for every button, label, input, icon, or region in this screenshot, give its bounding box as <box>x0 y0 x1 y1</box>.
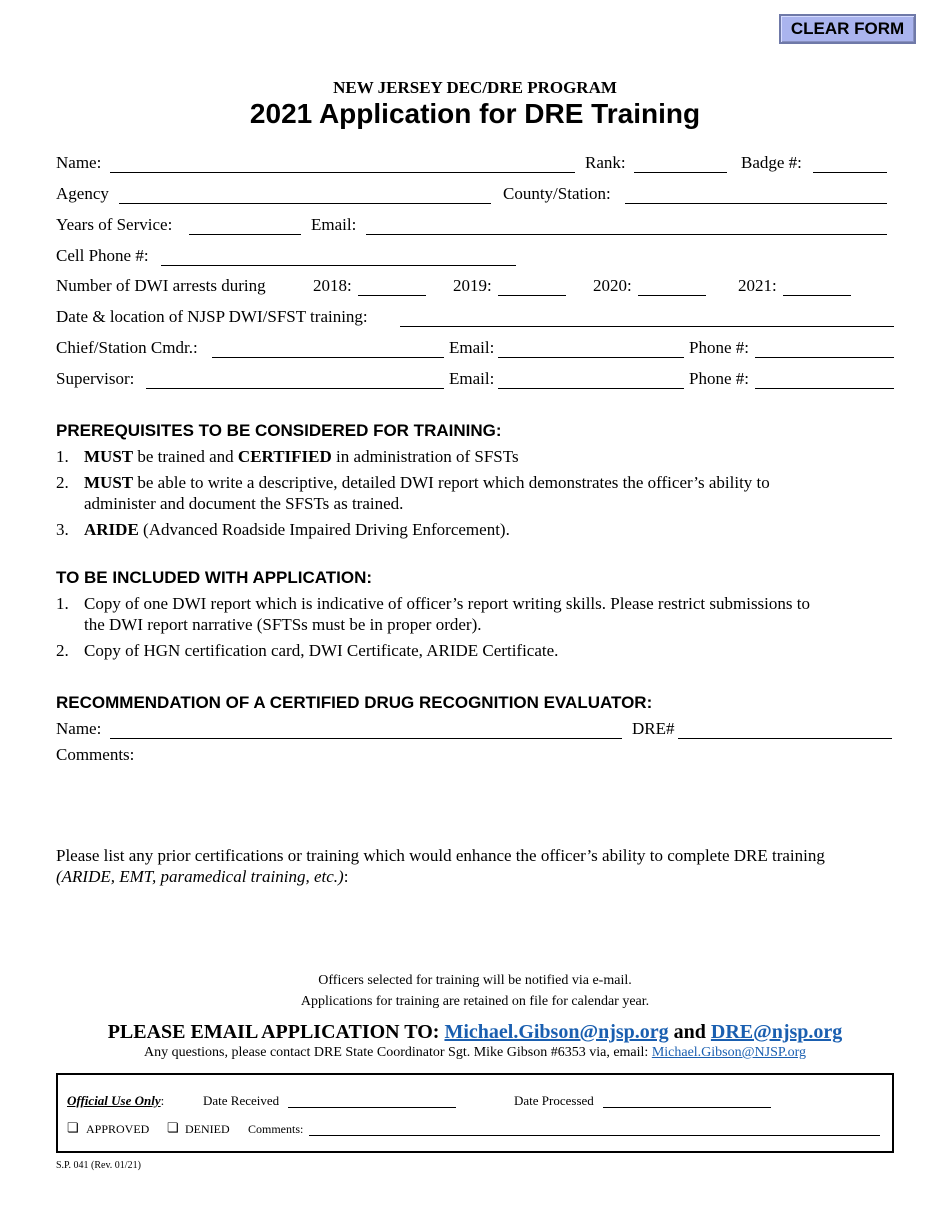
supervisor-email-label: Email: <box>449 369 495 388</box>
email-label: Email: <box>311 215 357 234</box>
year-2021-field[interactable] <box>783 295 851 296</box>
prior-certifications-examples: (ARIDE, EMT, paramedical training, etc.): <box>56 867 349 886</box>
county-field[interactable] <box>625 203 887 204</box>
prereq-item: MUST be able to write a descriptive, detailed DWI report which demonstrates the officer’s ability to <box>84 473 770 492</box>
name-field[interactable] <box>110 172 575 173</box>
included-number: 1. <box>56 594 69 613</box>
chief-phone-label: Phone #: <box>689 338 749 357</box>
cell-field[interactable] <box>161 265 516 266</box>
included-item-continued: the DWI report narrative (SFTSs must be in proper order). <box>84 615 482 634</box>
supervisor-phone-field[interactable] <box>755 388 894 389</box>
date-received-label: Date Received <box>203 1093 280 1108</box>
included-item: Copy of one DWI report which is indicative of officer’s report writing skills. Please restrict submissions to <box>84 594 810 613</box>
year-2018-field[interactable] <box>358 295 426 296</box>
program-title: NEW JERSEY DEC/DRE PROGRAM <box>333 78 617 97</box>
prereq-number: 2. <box>56 473 69 492</box>
included-heading: TO BE INCLUDED WITH APPLICATION: <box>56 568 373 587</box>
dwi-arrests-label: Number of DWI arrests during <box>56 276 266 295</box>
note-notify: Officers selected for training will be notified via e-mail. <box>318 973 632 988</box>
denied-checkbox[interactable]: ❏ <box>167 1120 179 1135</box>
dre-number-field[interactable] <box>678 738 892 739</box>
year-2021-label: 2021: <box>738 276 777 295</box>
denied-label: DENIED <box>185 1122 230 1136</box>
prereq-heading: PREREQUISITES TO BE CONSIDERED FOR TRAINING: <box>56 421 502 440</box>
date-processed-field[interactable] <box>603 1107 771 1108</box>
agency-label: Agency <box>56 184 109 203</box>
approved-checkbox[interactable]: ❏ <box>67 1120 79 1135</box>
contact-email-link[interactable]: Michael.Gibson@NJSP.org <box>651 1045 807 1060</box>
dre-name-label: Name: <box>56 719 102 738</box>
badge-field[interactable] <box>813 172 887 173</box>
prereq-item-continued: administer and document the SFSTs as trained. <box>84 494 404 513</box>
years-label: Years of Service: <box>56 215 173 234</box>
badge-label: Badge #: <box>741 153 802 172</box>
supervisor-label: Supervisor: <box>56 369 135 388</box>
dre-comments-label: Comments: <box>56 745 135 764</box>
prereq-item: MUST be trained and CERTIFIED in administration of SFSTs <box>84 447 519 466</box>
chief-email-label: Email: <box>449 338 495 357</box>
supervisor-email-field[interactable] <box>498 388 684 389</box>
year-2019-label: 2019: <box>453 276 492 295</box>
rank-field[interactable] <box>634 172 727 173</box>
official-use-box <box>56 1073 894 1153</box>
dre-number-label: DRE# <box>632 719 675 738</box>
training-field[interactable] <box>400 326 894 327</box>
dre-comments-area[interactable] <box>56 768 894 838</box>
chief-label: Chief/Station Cmdr.: <box>56 338 198 357</box>
year-2019-field[interactable] <box>498 295 566 296</box>
training-label: Date & location of NJSP DWI/SFST training: <box>56 307 368 326</box>
year-2020-label: 2020: <box>593 276 632 295</box>
supervisor-phone-label: Phone #: <box>689 369 749 388</box>
name-label: Name: <box>56 153 102 172</box>
date-received-field[interactable] <box>288 1107 456 1108</box>
prereq-item: ARIDE (Advanced Roadside Impaired Driving Enforcement). <box>84 520 510 539</box>
contact-line: Any questions, please contact DRE State Coordinator Sgt. Mike Gibson #6353 via, email: Michael.Gibson@NJSP.org <box>143 1045 807 1060</box>
approved-label: APPROVED <box>86 1122 150 1136</box>
recommend-heading: RECOMMENDATION OF A CERTIFIED DRUG RECOGNITION EVALUATOR: <box>56 693 653 712</box>
official-use-label: Official Use Only: <box>67 1093 165 1108</box>
agency-field[interactable] <box>119 203 491 204</box>
dre-name-field[interactable] <box>110 738 622 739</box>
year-2018-label: 2018: <box>313 276 352 295</box>
rank-label: Rank: <box>585 153 626 172</box>
chief-field[interactable] <box>212 357 444 358</box>
page-title: 2021 Application for DRE Training <box>249 98 701 129</box>
supervisor-field[interactable] <box>146 388 444 389</box>
included-number: 2. <box>56 641 69 660</box>
prior-certifications-area[interactable] <box>56 892 894 962</box>
years-field[interactable] <box>189 234 301 235</box>
date-processed-label: Date Processed <box>514 1093 594 1108</box>
prereq-number: 3. <box>56 520 69 539</box>
email-field[interactable] <box>366 234 887 235</box>
official-comments-field[interactable] <box>309 1135 880 1136</box>
form-number: S.P. 041 (Rev. 01/21) <box>56 1160 141 1171</box>
email-application-line: PLEASE EMAIL APPLICATION TO: Michael.Gibson@njsp.org and DRE@njsp.org <box>107 1021 843 1043</box>
prereq-number: 1. <box>56 447 69 466</box>
prior-certifications-prompt: Please list any prior certifications or training which would enhance the officer’s ability to complete DRE training <box>56 846 825 865</box>
email-link-gibson[interactable]: Michael.Gibson@njsp.org <box>444 1021 669 1043</box>
chief-phone-field[interactable] <box>755 357 894 358</box>
email-link-dre[interactable]: DRE@njsp.org <box>710 1021 843 1043</box>
official-comments-label: Comments: <box>248 1122 304 1136</box>
clear-form-button[interactable]: CLEAR FORM <box>779 14 916 44</box>
note-retained: Applications for training are retained on file for calendar year. <box>300 994 650 1009</box>
cell-label: Cell Phone #: <box>56 246 149 265</box>
chief-email-field[interactable] <box>498 357 684 358</box>
county-label: County/Station: <box>503 184 611 203</box>
included-item: Copy of HGN certification card, DWI Certificate, ARIDE Certificate. <box>84 641 559 660</box>
year-2020-field[interactable] <box>638 295 706 296</box>
